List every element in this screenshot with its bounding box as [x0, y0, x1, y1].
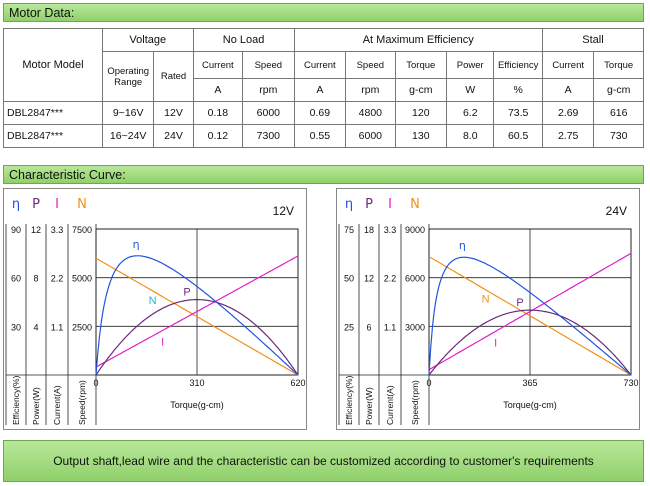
table-cell: DBL2847***	[4, 102, 103, 125]
chart-title: 24V	[605, 204, 627, 218]
x-axis-label: Torque(g-cm)	[170, 400, 224, 410]
axis-symbol-efficiency: η	[11, 197, 21, 212]
characteristic-curve-title: Characteristic Curve:	[9, 168, 126, 182]
table-cell: 12V	[154, 102, 193, 125]
efficiency-curve-label: η	[132, 237, 140, 251]
axis-symbol-speed: N	[77, 197, 87, 212]
col-stall: Stall	[542, 29, 643, 52]
col-maxeff-torque: Torque	[395, 52, 447, 79]
table-cell: DBL2847***	[4, 125, 103, 148]
speed-curve-label: N	[481, 293, 490, 306]
col-maxeff-current: Current	[294, 52, 346, 79]
chart-title: 12V	[272, 204, 294, 218]
tick-label-power: 12	[363, 273, 375, 284]
col-max-efficiency: At Maximum Efficiency	[294, 29, 542, 52]
motor-data-table	[3, 28, 644, 148]
col-maxeff-efficiency: Efficiency	[494, 52, 542, 79]
col-no-load: No Load	[193, 29, 294, 52]
x-tick-label: 0	[426, 378, 432, 388]
x-tick-label: 365	[522, 378, 538, 388]
x-axis-label: Torque(g-cm)	[503, 400, 557, 410]
table-cell: 24V	[154, 125, 193, 148]
table-cell: 4800	[346, 102, 395, 125]
tick-label-power: 4	[33, 322, 39, 333]
customization-note: Output shaft,lead wire and the characteristic can be customized according to customer's requirements	[53, 454, 594, 468]
unit-cell: A	[193, 79, 242, 102]
table-cell: 2.75	[542, 125, 594, 148]
table-cell: 0.69	[294, 102, 346, 125]
x-tick-label: 620	[290, 378, 306, 388]
table-cell: 730	[594, 125, 644, 148]
efficiency-curve-label: η	[458, 239, 466, 253]
tick-label-speed: 5000	[71, 273, 93, 284]
motor-data-title: Motor Data:	[9, 6, 75, 20]
unit-cell: A	[542, 79, 594, 102]
tick-label-speed: 9000	[404, 225, 426, 235]
x-tick-label: 730	[623, 378, 639, 388]
unit-cell: g-cm	[594, 79, 644, 102]
axis-label-speed: Speed(rpm)	[410, 380, 420, 425]
col-operating-range: Operating Range	[102, 52, 154, 102]
table-cell: 120	[395, 102, 447, 125]
tick-label-current: 2.2	[383, 273, 397, 284]
x-tick-label: 0	[93, 378, 99, 388]
power-curve-label: P	[516, 297, 524, 310]
x-tick-label: 310	[189, 378, 205, 388]
motor-data-header	[3, 3, 644, 22]
tick-label-power: 8	[33, 273, 39, 284]
tick-label-efficiency: 60	[10, 273, 22, 284]
table-cell: 9~16V	[102, 102, 154, 125]
tick-label-power: 6	[366, 322, 372, 333]
tick-label-speed: 2500	[71, 322, 93, 333]
col-motor-model: Motor Model	[4, 29, 103, 102]
current-curve-label: I	[494, 337, 498, 350]
tick-label-efficiency: 25	[343, 322, 355, 333]
table-cell: 16~24V	[102, 125, 154, 148]
unit-cell: g-cm	[395, 79, 447, 102]
axis-label-current: Current(A)	[385, 385, 395, 425]
unit-cell: rpm	[243, 79, 295, 102]
table-cell: 6.2	[447, 102, 494, 125]
axis-label-efficiency: Efficiency(%)	[344, 375, 354, 425]
unit-cell: A	[294, 79, 346, 102]
table-cell: 0.18	[193, 102, 242, 125]
customization-note-bar	[3, 440, 644, 482]
col-stall-torque: Torque	[594, 52, 644, 79]
tick-label-efficiency: 50	[343, 273, 355, 284]
unit-cell: %	[494, 79, 542, 102]
axis-label-current: Current(A)	[52, 385, 62, 425]
unit-cell: rpm	[346, 79, 395, 102]
table-cell: 0.55	[294, 125, 346, 148]
axis-symbol-power: P	[365, 197, 373, 212]
current-curve-label: I	[161, 336, 165, 349]
table-cell: 6000	[243, 102, 295, 125]
tick-label-current: 1.1	[50, 322, 64, 333]
col-stall-current: Current	[542, 52, 594, 79]
col-voltage: Voltage	[102, 29, 193, 52]
tick-label-efficiency: 90	[10, 225, 22, 235]
axis-symbol-efficiency: η	[344, 197, 354, 212]
tick-label-speed: 6000	[404, 273, 426, 284]
tick-label-speed: 3000	[404, 322, 426, 333]
axis-symbol-current: I	[388, 197, 392, 212]
unit-cell: W	[447, 79, 494, 102]
axis-label-speed: Speed(rpm)	[77, 380, 87, 425]
characteristic-curve-header	[3, 165, 644, 184]
table-cell: 0.12	[193, 125, 242, 148]
col-maxeff-speed: Speed	[346, 52, 395, 79]
axis-label-power: Power(W)	[364, 387, 374, 425]
table-row	[4, 125, 644, 148]
tick-label-current: 3.3	[50, 225, 64, 235]
chart-24v-svg	[337, 189, 639, 429]
tick-label-efficiency: 30	[10, 322, 22, 333]
axis-symbol-current: I	[55, 197, 59, 212]
table-cell: 60.5	[494, 125, 542, 148]
table-cell: 8.0	[447, 125, 494, 148]
table-cell: 6000	[346, 125, 395, 148]
tick-label-current: 1.1	[383, 322, 397, 333]
table-cell: 7300	[243, 125, 295, 148]
table-cell: 130	[395, 125, 447, 148]
chart-12v-svg	[4, 189, 306, 429]
table-cell: 616	[594, 102, 644, 125]
axis-symbol-speed: N	[410, 197, 420, 212]
tick-label-speed: 7500	[71, 225, 93, 235]
axis-label-power: Power(W)	[31, 387, 41, 425]
tick-label-power: 18	[363, 225, 375, 235]
tick-label-power: 12	[30, 225, 42, 235]
chart-24v	[336, 188, 640, 430]
col-noload-current: Current	[193, 52, 242, 79]
tick-label-efficiency: 75	[343, 225, 355, 235]
tick-label-current: 3.3	[383, 225, 397, 235]
tick-label-current: 2.2	[50, 273, 64, 284]
col-noload-speed: Speed	[243, 52, 295, 79]
table-cell: 2.69	[542, 102, 594, 125]
speed-curve-label: N	[148, 294, 157, 307]
col-maxeff-power: Power	[447, 52, 494, 79]
table-row	[4, 102, 644, 125]
axis-symbol-power: P	[32, 197, 40, 212]
table-cell: 73.5	[494, 102, 542, 125]
axis-label-efficiency: Efficiency(%)	[11, 375, 21, 425]
col-rated: Rated	[154, 52, 193, 102]
chart-12v	[3, 188, 307, 430]
power-curve-label: P	[183, 286, 191, 299]
